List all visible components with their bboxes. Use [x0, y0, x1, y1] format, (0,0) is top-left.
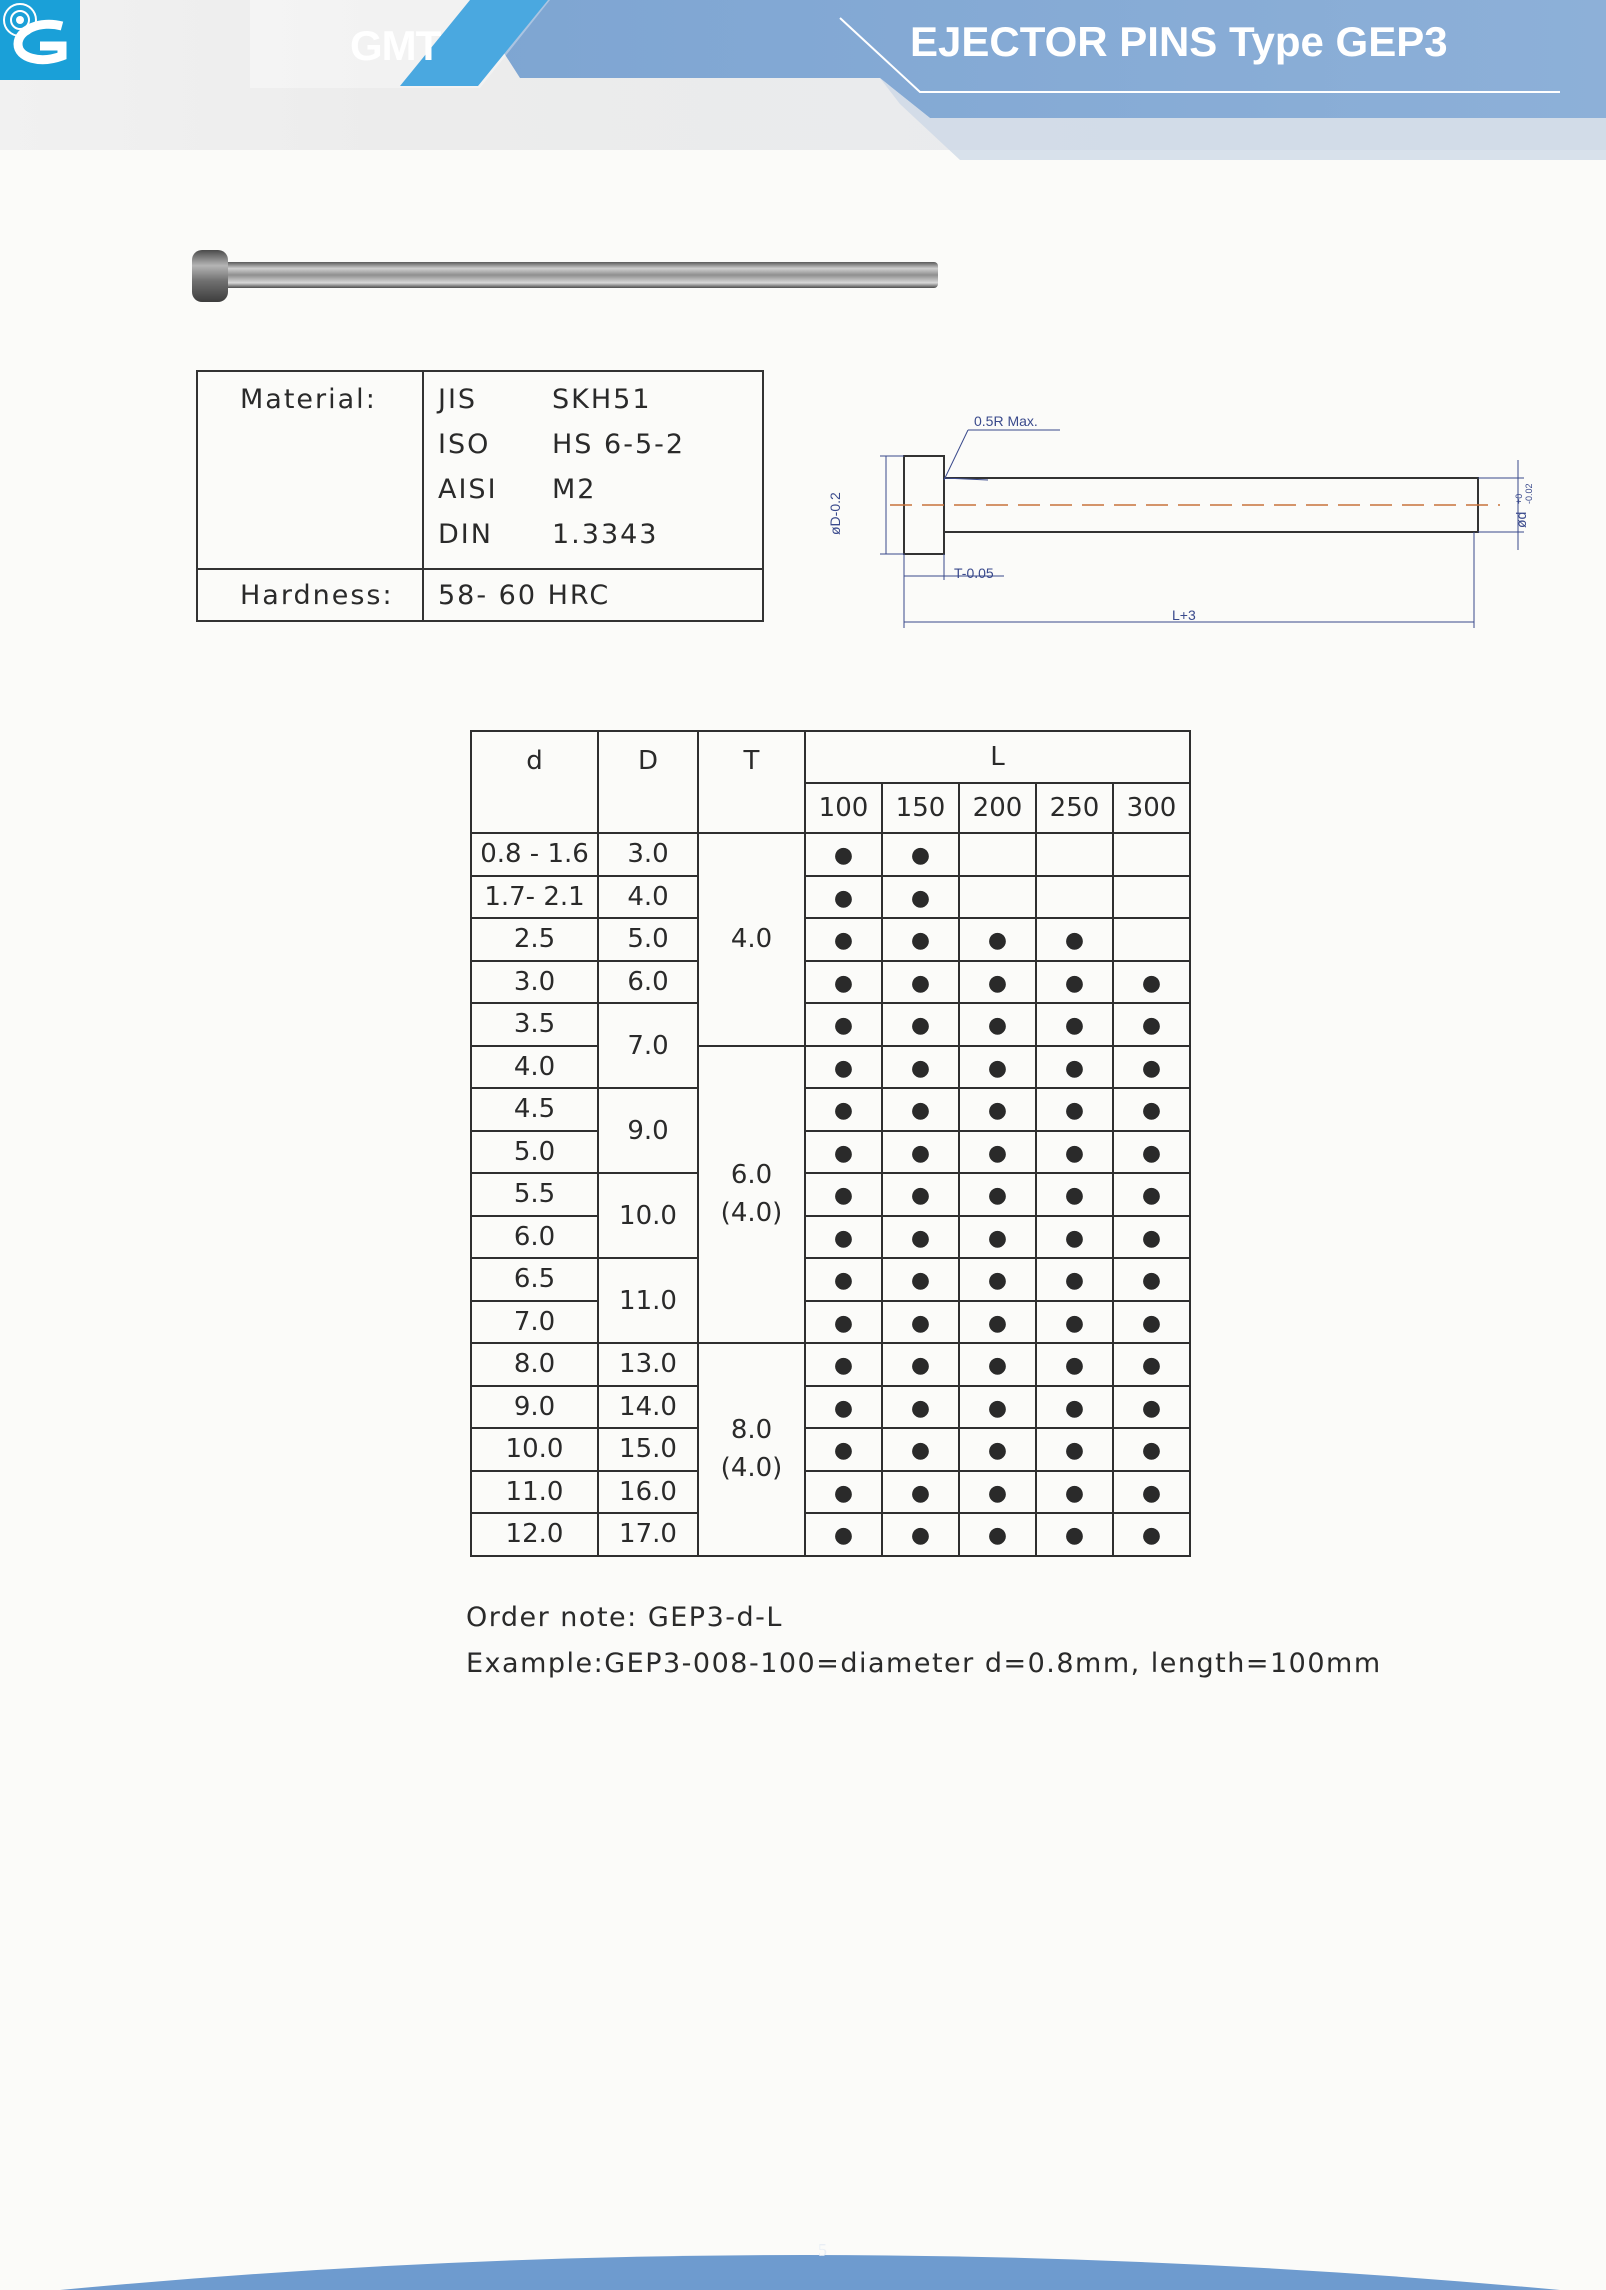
length-header: 300: [1113, 783, 1190, 833]
D-value-cell: 13.0: [598, 1343, 698, 1386]
table-row: [471, 1088, 1190, 1131]
availability-cell: [959, 1428, 1036, 1471]
availability-cell: [1113, 876, 1190, 919]
availability-cell: [805, 1343, 882, 1386]
availability-cell: [1036, 1386, 1113, 1429]
page-number: 5: [818, 2240, 827, 2260]
d-value-cell: 0.8 - 1.6: [471, 833, 598, 876]
available-dot-icon: ●: [987, 1353, 1008, 1379]
table-divider: [422, 372, 424, 620]
standard-grade: SKH51: [552, 384, 652, 415]
availability-cell: [882, 1343, 959, 1386]
standard-name: JIS: [438, 384, 478, 415]
available-dot-icon: ●: [1064, 1438, 1085, 1464]
T-value: 6.0: [730, 1160, 773, 1191]
availability-cell: [805, 1173, 882, 1216]
available-dot-icon: ●: [833, 1268, 854, 1294]
availability-cell: [805, 1428, 882, 1471]
available-dot-icon: ●: [987, 1098, 1008, 1124]
available-dot-icon: ●: [1064, 1310, 1085, 1336]
availability-cell: [1113, 1386, 1190, 1429]
availability-cell: [1036, 1088, 1113, 1131]
technical-drawing: [820, 400, 1540, 640]
availability-cell: [805, 1471, 882, 1514]
table-row: [471, 918, 1190, 961]
availability-cell: [882, 1173, 959, 1216]
availability-cell: [882, 1131, 959, 1174]
head-thickness-label: T-0.05: [954, 565, 994, 581]
available-dot-icon: ●: [987, 928, 1008, 954]
availability-cell: [1113, 1428, 1190, 1471]
logo-text: GMT: [350, 22, 441, 69]
hardness-label: Hardness:: [240, 580, 394, 611]
page-title: EJECTOR PINS Type GEP3: [910, 18, 1448, 65]
availability-cell: [1036, 1301, 1113, 1344]
availability-cell: [1113, 1343, 1190, 1386]
D-value-cell: 14.0: [598, 1386, 698, 1429]
availability-cell: [1036, 1513, 1113, 1556]
table-divider: [198, 568, 762, 570]
available-dot-icon: ●: [987, 1183, 1008, 1209]
T-value: 8.0: [730, 1415, 773, 1446]
available-dot-icon: ●: [1141, 1013, 1162, 1039]
available-dot-icon: ●: [1064, 1098, 1085, 1124]
column-header-D: D: [598, 731, 698, 833]
available-dot-icon: ●: [910, 1055, 931, 1081]
d-value-cell: 6.5: [471, 1258, 598, 1301]
order-example: Example:GEP3-008-100=diameter d=0.8mm, length=100mm: [466, 1648, 1382, 1679]
available-dot-icon: ●: [1064, 1523, 1085, 1549]
standard-name: ISO: [438, 429, 491, 460]
available-dot-icon: ●: [910, 1438, 931, 1464]
availability-cell: [1036, 1173, 1113, 1216]
availability-cell: [959, 1343, 1036, 1386]
standard-name: DIN: [438, 519, 493, 550]
availability-cell: [959, 1513, 1036, 1556]
availability-cell: [959, 876, 1036, 919]
pin-tolerance-lower: -0.02: [1524, 483, 1534, 504]
d-value-cell: 6.0: [471, 1216, 598, 1259]
d-value-cell: 5.0: [471, 1131, 598, 1174]
availability-cell: [882, 1471, 959, 1514]
availability-cell: [1036, 1046, 1113, 1089]
material-label: Material:: [240, 384, 377, 415]
available-dot-icon: ●: [987, 1055, 1008, 1081]
available-dot-icon: ●: [1141, 970, 1162, 996]
availability-cell: [882, 1301, 959, 1344]
availability-cell: [1036, 1428, 1113, 1471]
available-dot-icon: ●: [1064, 1013, 1085, 1039]
available-dot-icon: ●: [987, 1013, 1008, 1039]
material-table: [196, 370, 764, 622]
availability-cell: [1113, 961, 1190, 1004]
length-header: 250: [1036, 783, 1113, 833]
available-dot-icon: ●: [987, 1268, 1008, 1294]
availability-cell: [805, 1003, 882, 1046]
T-alt-value: (4.0): [720, 1198, 783, 1229]
table-row: [471, 1258, 1190, 1301]
d-value-cell: 7.0: [471, 1301, 598, 1344]
available-dot-icon: ●: [1064, 1395, 1085, 1421]
T-alt-value: (4.0): [720, 1453, 783, 1484]
available-dot-icon: ●: [1064, 1268, 1085, 1294]
available-dot-icon: ●: [987, 1140, 1008, 1166]
d-value-cell: 4.0: [471, 1046, 598, 1089]
D-value-cell: 5.0: [598, 918, 698, 961]
D-value-cell: 9.0: [598, 1088, 698, 1173]
T-value: 4.0: [730, 924, 773, 955]
availability-cell: [1036, 1216, 1113, 1259]
available-dot-icon: ●: [1064, 1225, 1085, 1251]
availability-cell: [959, 1046, 1036, 1089]
available-dot-icon: ●: [910, 928, 931, 954]
T-value-cell: [698, 1046, 805, 1344]
available-dot-icon: ●: [910, 1353, 931, 1379]
availability-cell: [959, 961, 1036, 1004]
availability-cell: [1113, 1258, 1190, 1301]
available-dot-icon: ●: [1141, 1225, 1162, 1251]
available-dot-icon: ●: [833, 843, 854, 869]
available-dot-icon: ●: [1141, 1438, 1162, 1464]
table-row: [471, 876, 1190, 919]
available-dot-icon: ●: [833, 970, 854, 996]
availability-cell: [959, 1131, 1036, 1174]
standard-grade: 1.3343: [552, 519, 659, 550]
available-dot-icon: ●: [1064, 1140, 1085, 1166]
available-dot-icon: ●: [987, 1310, 1008, 1336]
table-row: [471, 833, 1190, 876]
availability-cell: [1036, 1471, 1113, 1514]
table-row: [471, 1471, 1190, 1514]
available-dot-icon: ●: [1141, 1523, 1162, 1549]
availability-cell: [959, 1088, 1036, 1131]
available-dot-icon: ●: [987, 1395, 1008, 1421]
availability-cell: [959, 1301, 1036, 1344]
availability-cell: [882, 1216, 959, 1259]
availability-cell: [805, 1258, 882, 1301]
order-note: Order note: GEP3-d-L: [466, 1602, 783, 1633]
column-header-T: T: [698, 731, 805, 833]
available-dot-icon: ●: [1141, 1480, 1162, 1506]
available-dot-icon: ●: [833, 1183, 854, 1209]
available-dot-icon: ●: [1141, 1183, 1162, 1209]
table-row: [471, 1301, 1190, 1344]
available-dot-icon: ●: [833, 1140, 854, 1166]
availability-cell: [959, 1216, 1036, 1259]
D-value-cell: 6.0: [598, 961, 698, 1004]
availability-cell: [805, 1513, 882, 1556]
availability-cell: [959, 918, 1036, 961]
table-row: [471, 1428, 1190, 1471]
availability-cell: [1036, 876, 1113, 919]
availability-cell: [805, 961, 882, 1004]
available-dot-icon: ●: [910, 1395, 931, 1421]
table-row: [471, 1343, 1190, 1386]
column-header-L: L: [805, 731, 1190, 783]
header-banner: [0, 0, 1606, 170]
available-dot-icon: ●: [910, 1225, 931, 1251]
availability-cell: [805, 1386, 882, 1429]
table-row: [471, 1131, 1190, 1174]
table-row: [471, 961, 1190, 1004]
available-dot-icon: ●: [987, 1523, 1008, 1549]
available-dot-icon: ●: [910, 843, 931, 869]
availability-cell: [1036, 1258, 1113, 1301]
availability-cell: [882, 1003, 959, 1046]
available-dot-icon: ●: [833, 1353, 854, 1379]
availability-cell: [882, 1088, 959, 1131]
available-dot-icon: ●: [833, 885, 854, 911]
D-value-cell: 7.0: [598, 1003, 698, 1088]
standard-name: AISI: [438, 474, 498, 505]
available-dot-icon: ●: [910, 1310, 931, 1336]
head-diameter-label: øD-0.2: [827, 492, 843, 535]
available-dot-icon: ●: [833, 1055, 854, 1081]
availability-cell: [1113, 1131, 1190, 1174]
table-row: [471, 1173, 1190, 1216]
d-value-cell: 10.0: [471, 1428, 598, 1471]
table-row: [471, 1003, 1190, 1046]
D-value-cell: 3.0: [598, 833, 698, 876]
D-value-cell: 16.0: [598, 1471, 698, 1514]
table-row: [471, 1386, 1190, 1429]
availability-cell: [1113, 1088, 1190, 1131]
availability-cell: [805, 1301, 882, 1344]
available-dot-icon: ●: [910, 1013, 931, 1039]
availability-cell: [882, 918, 959, 961]
availability-cell: [1113, 918, 1190, 961]
spec-table: [470, 730, 1191, 1557]
spec-table-container: [470, 730, 1191, 1557]
availability-cell: [882, 1513, 959, 1556]
footer-wave: [0, 2200, 1606, 2290]
length-header: 150: [882, 783, 959, 833]
D-value-cell: 15.0: [598, 1428, 698, 1471]
availability-cell: [1036, 918, 1113, 961]
standard-grade: HS 6-5-2: [552, 429, 686, 460]
available-dot-icon: ●: [1141, 1268, 1162, 1294]
pin-diameter-label: ød: [1513, 511, 1529, 528]
available-dot-icon: ●: [910, 1140, 931, 1166]
d-value-cell: 11.0: [471, 1471, 598, 1514]
d-value-cell: 1.7- 2.1: [471, 876, 598, 919]
ejector-pin-photo: [188, 246, 948, 306]
d-value-cell: 12.0: [471, 1513, 598, 1556]
availability-cell: [959, 1003, 1036, 1046]
available-dot-icon: ●: [910, 1523, 931, 1549]
hardness-value: 58- 60 HRC: [438, 580, 611, 611]
available-dot-icon: ●: [910, 1268, 931, 1294]
available-dot-icon: ●: [1064, 1055, 1085, 1081]
table-row: [471, 1513, 1190, 1556]
d-value-cell: 9.0: [471, 1386, 598, 1429]
d-value-cell: 4.5: [471, 1088, 598, 1131]
availability-cell: [882, 876, 959, 919]
availability-cell: [1113, 1301, 1190, 1344]
available-dot-icon: ●: [833, 1438, 854, 1464]
availability-cell: [882, 961, 959, 1004]
availability-cell: [882, 1428, 959, 1471]
D-value-cell: 4.0: [598, 876, 698, 919]
available-dot-icon: ●: [910, 885, 931, 911]
available-dot-icon: ●: [833, 1523, 854, 1549]
available-dot-icon: ●: [1064, 928, 1085, 954]
available-dot-icon: ●: [910, 1183, 931, 1209]
availability-cell: [805, 1088, 882, 1131]
available-dot-icon: ●: [833, 1013, 854, 1039]
availability-cell: [882, 1258, 959, 1301]
available-dot-icon: ●: [987, 1438, 1008, 1464]
T-value-cell: [698, 1343, 805, 1556]
available-dot-icon: ●: [1064, 970, 1085, 996]
availability-cell: [1113, 1513, 1190, 1556]
availability-cell: [1113, 1003, 1190, 1046]
availability-cell: [959, 1173, 1036, 1216]
available-dot-icon: ●: [987, 1480, 1008, 1506]
D-value-cell: 10.0: [598, 1173, 698, 1258]
available-dot-icon: ●: [833, 1395, 854, 1421]
available-dot-icon: ●: [1064, 1480, 1085, 1506]
table-row: [471, 1216, 1190, 1259]
available-dot-icon: ●: [833, 1310, 854, 1336]
availability-cell: [1036, 1131, 1113, 1174]
availability-cell: [1113, 1046, 1190, 1089]
T-value-cell: [698, 833, 805, 1046]
availability-cell: [805, 1046, 882, 1089]
availability-cell: [1036, 833, 1113, 876]
available-dot-icon: ●: [910, 1480, 931, 1506]
availability-cell: [959, 1471, 1036, 1514]
D-value-cell: 17.0: [598, 1513, 698, 1556]
availability-cell: [805, 876, 882, 919]
availability-cell: [805, 1131, 882, 1174]
available-dot-icon: ●: [1141, 1140, 1162, 1166]
d-value-cell: 2.5: [471, 918, 598, 961]
available-dot-icon: ●: [987, 1225, 1008, 1251]
standard-grade: M2: [552, 474, 597, 505]
d-value-cell: 3.5: [471, 1003, 598, 1046]
availability-cell: [1036, 1003, 1113, 1046]
availability-cell: [1113, 1216, 1190, 1259]
availability-cell: [1113, 833, 1190, 876]
pin-tolerance-upper: +0: [1514, 493, 1524, 504]
D-value-cell: 11.0: [598, 1258, 698, 1343]
availability-cell: [882, 1386, 959, 1429]
available-dot-icon: ●: [987, 970, 1008, 996]
available-dot-icon: ●: [1141, 1310, 1162, 1336]
available-dot-icon: ●: [833, 1098, 854, 1124]
available-dot-icon: ●: [833, 928, 854, 954]
availability-cell: [882, 833, 959, 876]
availability-cell: [805, 1216, 882, 1259]
d-value-cell: 8.0: [471, 1343, 598, 1386]
available-dot-icon: ●: [833, 1480, 854, 1506]
availability-cell: [882, 1046, 959, 1089]
available-dot-icon: ●: [1064, 1183, 1085, 1209]
table-row: [471, 1046, 1190, 1089]
availability-cell: [1113, 1471, 1190, 1514]
availability-cell: [805, 918, 882, 961]
availability-cell: [1113, 1173, 1190, 1216]
available-dot-icon: ●: [910, 1098, 931, 1124]
table-header-row: [471, 731, 1190, 783]
available-dot-icon: ●: [1141, 1098, 1162, 1124]
d-value-cell: 5.5: [471, 1173, 598, 1216]
availability-cell: [805, 833, 882, 876]
available-dot-icon: ●: [910, 970, 931, 996]
target-circle-icon: [0, 0, 40, 40]
available-dot-icon: ●: [1141, 1353, 1162, 1379]
available-dot-icon: ●: [833, 1225, 854, 1251]
length-label: L+3: [1172, 607, 1196, 623]
availability-cell: [1036, 1343, 1113, 1386]
availability-cell: [959, 833, 1036, 876]
availability-cell: [959, 1386, 1036, 1429]
availability-cell: [1036, 961, 1113, 1004]
d-value-cell: 3.0: [471, 961, 598, 1004]
available-dot-icon: ●: [1064, 1353, 1085, 1379]
length-header: 200: [959, 783, 1036, 833]
length-header: 100: [805, 783, 882, 833]
availability-cell: [959, 1258, 1036, 1301]
radius-label: 0.5R Max.: [974, 413, 1038, 429]
available-dot-icon: ●: [1141, 1395, 1162, 1421]
available-dot-icon: ●: [1141, 1055, 1162, 1081]
column-header-d: d: [471, 731, 598, 833]
